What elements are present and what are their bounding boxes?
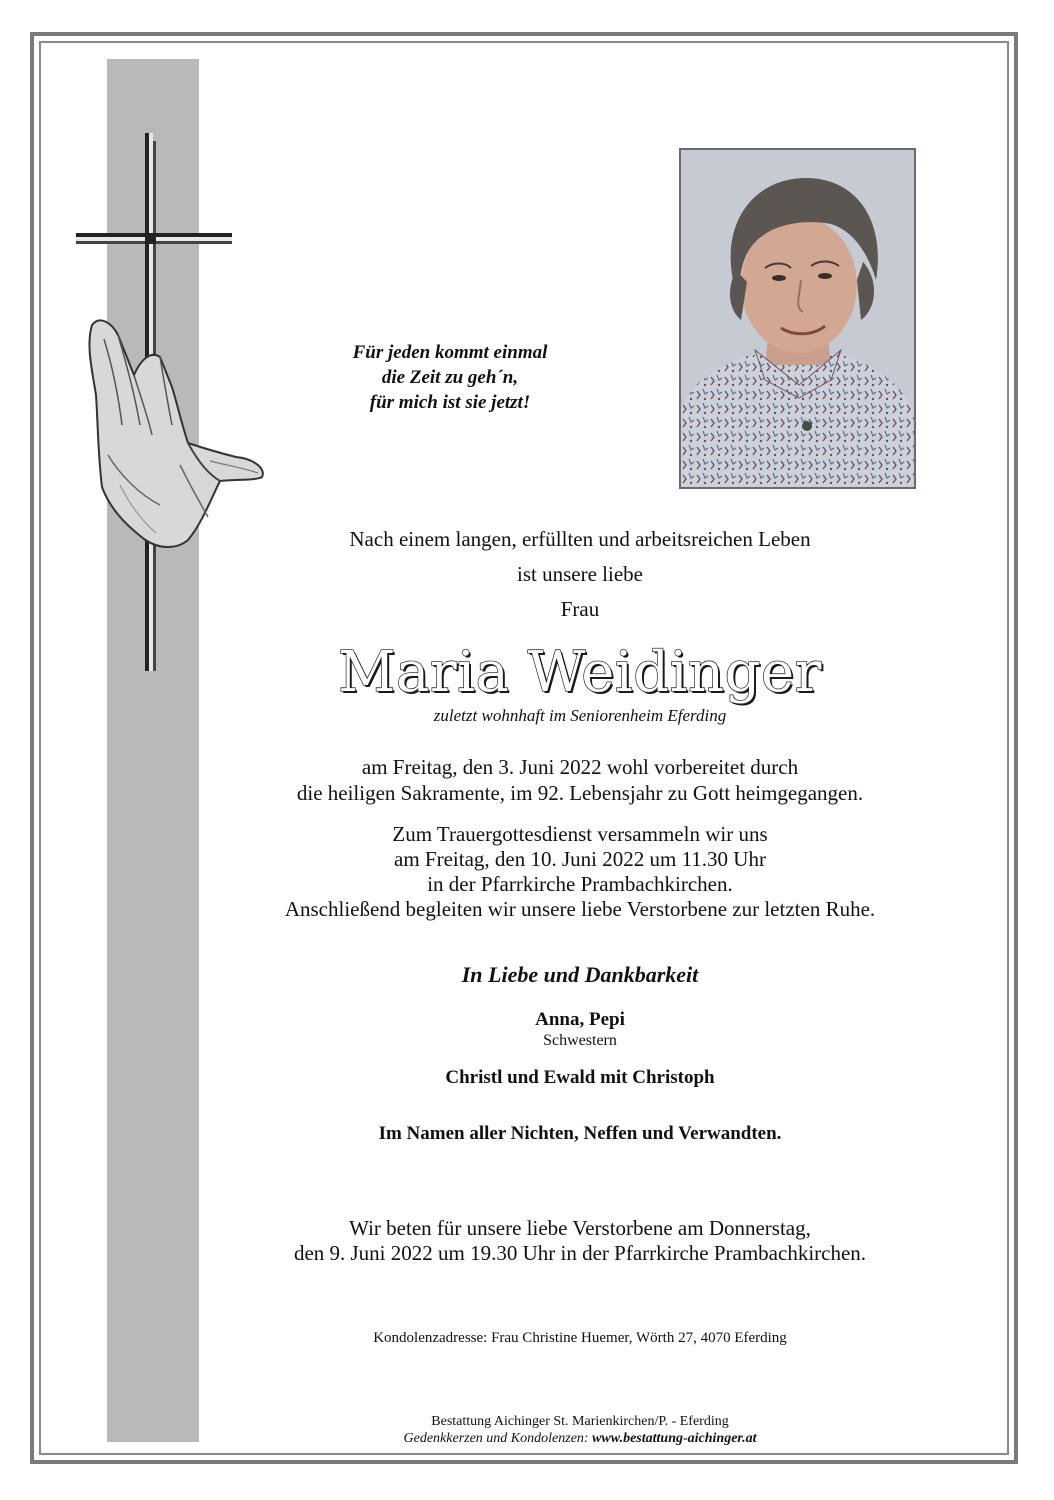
death-line-2: die heiligen Sakramente, im 92. Lebensjahr zu Gott heimgegangen.: [296, 781, 864, 805]
mourners-group3: Im Namen aller Nichten, Neffen und Verwandten.: [378, 1123, 782, 1144]
motto-line-3: für mich ist sie jetzt!: [369, 392, 531, 413]
footer-prefix: Gedenkkerzen und Kondolenzen:: [403, 1431, 593, 1446]
service-line-2: am Freitag, den 10. Juni 2022 um 11.30 Uhr: [394, 847, 766, 871]
mourners-group1-names: Anna, Pepi: [535, 1009, 625, 1030]
prayer-line-1: Wir beten für unsere liebe Verstorbene am Donnerstag,: [349, 1216, 811, 1240]
death-line-1: am Freitag, den 3. Juni 2022 wohl vorbereitet durch: [361, 755, 799, 779]
deceased-residence: zuletzt wohnhaft im Seniorenheim Eferding: [433, 706, 727, 725]
footer-company: Bestattung Aichinger St. Marienkirchen/P. - Eferding: [431, 1414, 729, 1429]
praying-hands-icon: [89, 320, 262, 547]
intro-line-1: Nach einem langen, erfüllten und arbeitsreichen Leben: [349, 527, 811, 551]
prayer-line-2: den 9. Juni 2022 um 19.30 Uhr in der Pfarrkirche Prambachkirchen.: [293, 1241, 867, 1265]
mourners-heading: In Liebe und Dankbarkeit: [461, 962, 699, 987]
motto-line-2: die Zeit zu geh´n,: [381, 367, 519, 388]
intro-line-2: ist unsere liebe: [517, 562, 643, 586]
mourners-group2-names: Christl und Ewald mit Christoph: [445, 1067, 715, 1088]
service-line-1: Zum Trauergottesdienst versammeln wir uns: [392, 822, 768, 846]
deceased-name: Maria Weidinger: [338, 640, 822, 705]
footer-links: [230, 1430, 930, 1448]
mourners-group1-relation: Schwestern: [543, 1032, 617, 1049]
intro-line-3: Frau: [560, 597, 600, 621]
footer-website-link[interactable]: www.bestattung-aichinger.at: [592, 1431, 757, 1446]
condolence-address: Kondolenzadresse: Frau Christine Huemer, Wörth 27, 4070 Eferding: [373, 1330, 787, 1346]
service-line-4: Anschließend begleiten wir unsere liebe Verstorbene zur letzten Ruhe.: [284, 897, 876, 921]
motto-line-1: Für jeden kommt einmal: [352, 342, 548, 363]
motto-verse: [300, 340, 600, 415]
portrait-photo: [679, 148, 916, 489]
service-line-3: in der Pfarrkirche Prambachkirchen.: [427, 872, 733, 896]
